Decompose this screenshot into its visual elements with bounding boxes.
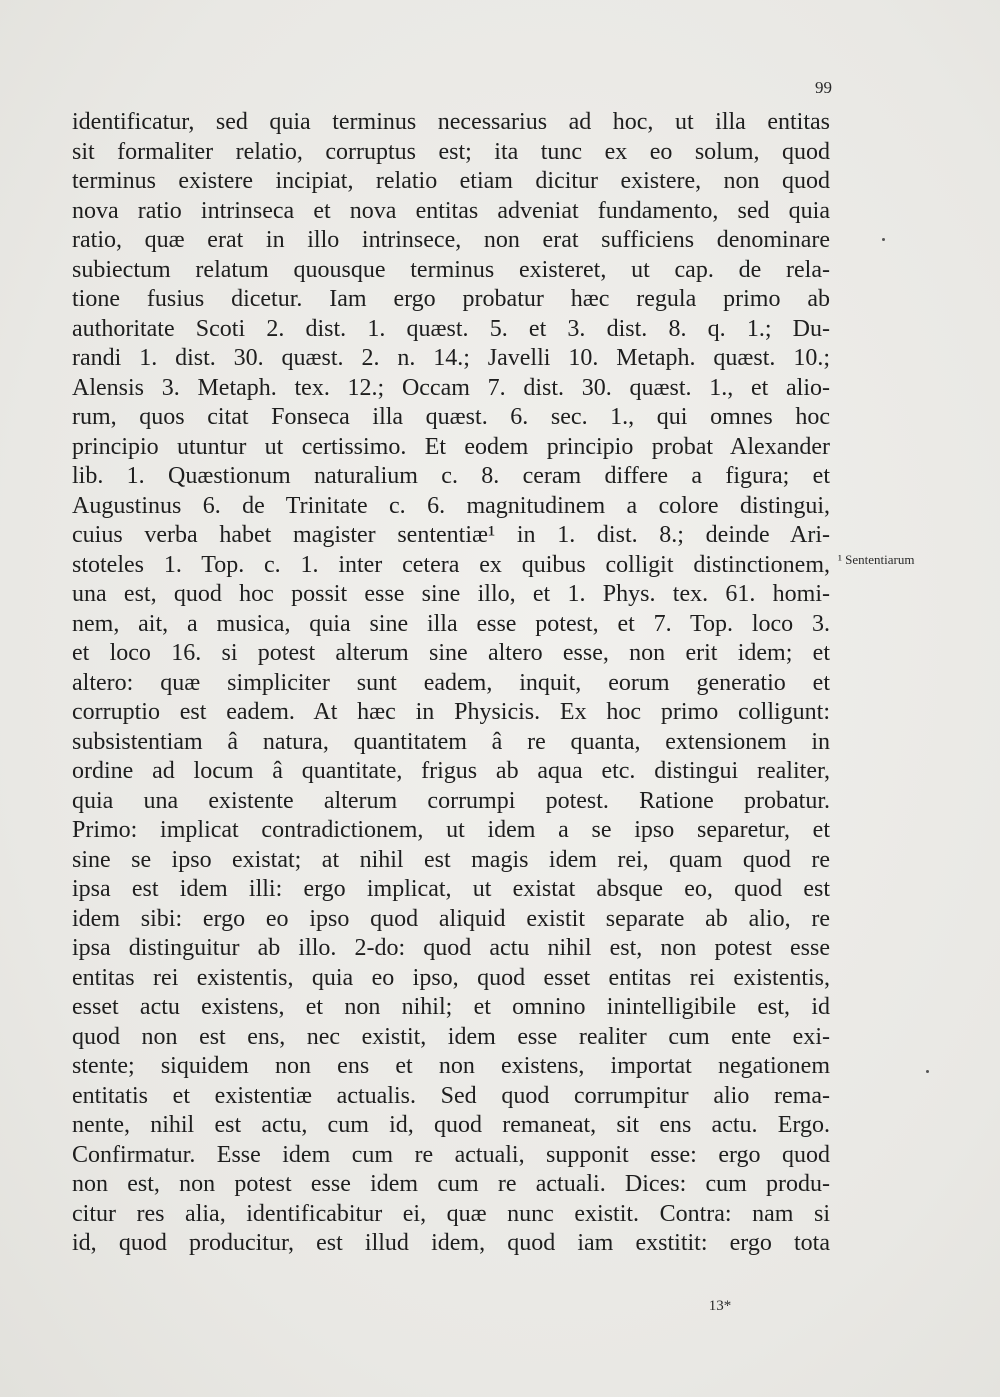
paper-speck <box>882 238 885 241</box>
paper-speck <box>926 1070 929 1073</box>
text-line: et loco 16. si potest alterum sine altero esse, non erit idem; et <box>72 640 830 666</box>
text-line: nova ratio intrinseca et nova entitas adveniat fundamento, sed quia <box>72 197 830 224</box>
page-number: 99 <box>815 78 832 97</box>
text-line: authoritate Scoti 2. dist. 1. quæst. 5. et 3. dist. 8. q. 1.; Du- <box>72 315 830 342</box>
text-line: esset actu existens, et non nihil; et omnino inintelligibile est, id <box>72 994 830 1020</box>
text-line: sine se ipso existat; at nihil est magis idem rei, quam quod re <box>72 846 830 873</box>
text-line: subiectum relatum quousque terminus existeret, ut cap. de rela- <box>72 256 830 283</box>
text-line: ipsa distinguitur ab illo. 2-do: quod actu nihil est, non potest esse <box>72 935 830 961</box>
text-line: principio utuntur ut certissimo. Et eodem principio probat Alexander <box>72 433 830 460</box>
text-line: ratio, quæ erat in illo intrinsece, non erat sufficiens denominare <box>72 227 830 253</box>
text-line: ipsa est idem illi: ergo implicat, ut existat absque eo, quod est <box>72 876 830 902</box>
text-line: citur res alia, identificabitur ei, quæ nunc existit. Contra: nam si <box>72 1200 830 1227</box>
text-line: Confirmatur. Esse idem cum re actuali, supponit esse: ergo quod <box>72 1141 830 1168</box>
text-line: lib. 1. Quæstionum naturalium c. 8. ceram differe a figura; et <box>72 463 830 489</box>
text-line: ordine ad locum â quantitate, frigus ab aqua etc. distingui realiter, <box>72 758 830 784</box>
text-line: terminus existere incipiat, relatio etiam dicitur existere, non quod <box>72 168 830 194</box>
printer-signature-mark: 13* <box>708 1298 732 1314</box>
text-line: identificatur, sed quia terminus necessarius ad hoc, ut illa entitas <box>72 109 830 135</box>
margin-footnote: ¹ Sententiarum <box>838 552 915 567</box>
text-line: stente; siquidem non ens et non existens, importat negationem <box>72 1053 830 1079</box>
text-line: cuius verba habet magister sententiæ¹ in 1. dist. 8.; deinde Ari- <box>72 522 830 548</box>
text-line: entitatis et existentiæ actualis. Sed quod corrumpitur alio rema- <box>72 1082 830 1109</box>
text-line: altero: quæ simpliciter sunt eadem, inquit, eorum generatio et <box>72 669 830 696</box>
text-line: randi 1. dist. 30. quæst. 2. n. 14.; Javelli 10. Metaph. quæst. 10.; <box>72 345 830 371</box>
text-line: corruptio est eadem. At hæc in Physicis. Ex hoc primo colligunt: <box>72 699 830 725</box>
text-line: una est, quod hoc possit esse sine illo, et 1. Phys. tex. 61. homi- <box>72 581 830 607</box>
text-line: idem sibi: ergo eo ipso quod aliquid existit separate ab alio, re <box>72 905 830 932</box>
text-line: entitas rei existentis, quia eo ipso, quod esset entitas rei existentis, <box>72 964 830 991</box>
text-line: subsistentiam â natura, quantitatem â re quanta, extensionem in <box>72 728 830 755</box>
text-line: id, quod producitur, est illud idem, quod iam exstitit: ergo tota <box>72 1230 830 1256</box>
text-line: non est, non potest esse idem cum re actuali. Dices: cum produ- <box>72 1171 830 1197</box>
text-line: Augustinus 6. de Trinitate c. 6. magnitudinem a colore distingui, <box>72 492 830 519</box>
text-line: Primo: implicat contradictionem, ut idem a se ipso separetur, et <box>72 817 830 843</box>
text-line: quod non est ens, nec existit, idem esse realiter cum ente exi- <box>72 1023 830 1050</box>
text-line: tione fusius dicetur. Iam ergo probatur hæc regula primo ab <box>72 286 830 312</box>
text-line: rum, quos citat Fonseca illa quæst. 6. sec. 1., qui omnes hoc <box>72 404 830 430</box>
text-line: sit formaliter relatio, corruptus est; ita tunc ex eo solum, quod <box>72 138 830 165</box>
text-line: quia una existente alterum corrumpi potest. Ratione probatur. <box>72 787 830 814</box>
text-line: nente, nihil est actu, cum id, quod remaneat, sit ens actu. Ergo. <box>72 1112 830 1138</box>
text-line: Alensis 3. Metaph. tex. 12.; Occam 7. dist. 30. quæst. 1., et alio- <box>72 374 830 401</box>
text-line: stoteles 1. Top. c. 1. inter cetera ex quibus colligit distinctionem, <box>72 551 830 578</box>
text-line: nem, ait, a musica, quia sine illa esse potest, et 7. Top. loco 3. <box>72 610 830 637</box>
body-text <box>72 108 830 1259</box>
